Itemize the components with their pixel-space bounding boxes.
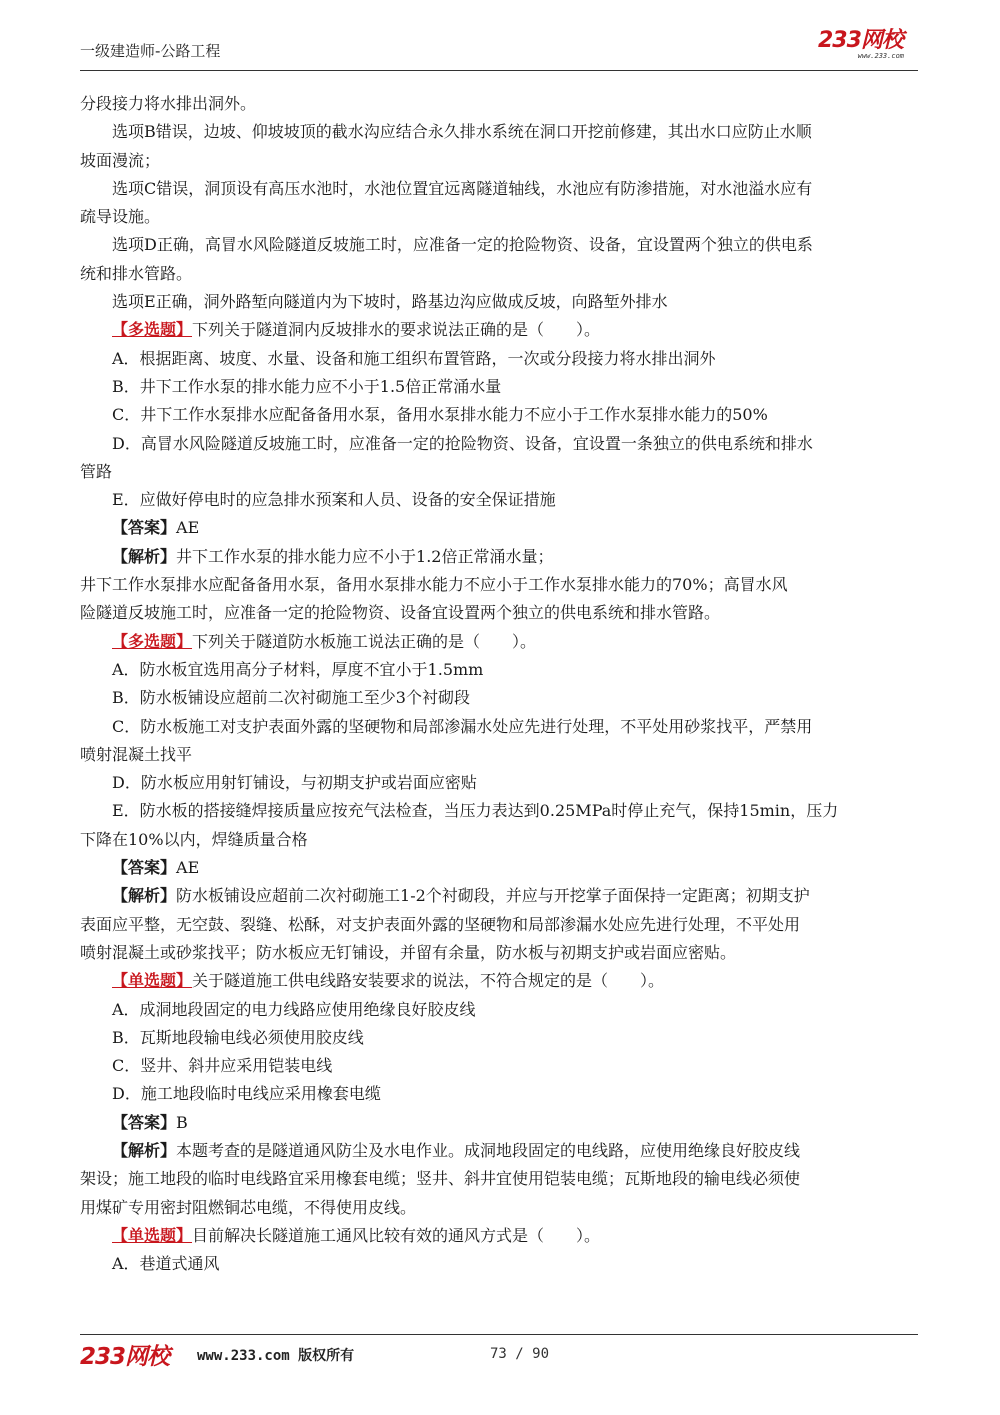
paragraph (80, 118, 925, 146)
paragraph (80, 797, 925, 825)
paragraph (80, 571, 925, 599)
paragraph-text: AE (176, 518, 200, 538)
paragraph-text: 疏导设施。 (80, 207, 161, 227)
paragraph-text: 关于隧道施工供电线路安装要求的说法，不符合规定的是（ ）。 (192, 971, 665, 991)
paragraph (80, 430, 925, 458)
paragraph-text: D．高冒水风险隧道反坡施工时，应准备一定的抢险物资、设备，宜设置一条独立的供电系统和排水 (112, 433, 813, 453)
paragraph-text: 选项C错误，洞顶设有高压水池时，水池位置宜远离隧道轴线，水池应有防渗措施，对水池溢水应有 (112, 178, 813, 198)
paragraph (80, 147, 925, 175)
paragraph-text: 选项D正确，高冒水风险隧道反坡施工时，应准备一定的抢险物资、设备，宜设置两个独立的供电系 (112, 235, 813, 255)
paragraph-text: 表面应平整，无空鼓、裂缝、松酥，对支护表面外露的坚硬物和局部渗漏水处应先进行处理，不平处用 (80, 914, 801, 934)
paragraph (80, 458, 925, 486)
paragraph (80, 1137, 925, 1165)
question-type-tag: 【多选题】 (112, 320, 193, 340)
paragraph-text: D．防水板应用射钉铺设，与初期支护或岩面应密贴 (112, 773, 477, 793)
section-label: 【解析】 (112, 546, 177, 566)
paragraph-text: B (176, 1112, 188, 1132)
paragraph (80, 684, 925, 712)
paragraph-text: 下降在10%以内，焊缝质量合格 (80, 829, 308, 849)
paragraph-text: C．井下工作水泵排水应配备备用水泵，备用水泵排水能力不应小于工作水泵排水能力的50% (112, 405, 768, 425)
paragraph-text: 分段接力将水排出洞外。 (80, 94, 257, 113)
logo-text: 233网校 (818, 28, 903, 53)
paragraph-text: 喷射混凝土或砂浆找平；防水板应无钉铺设，并留有余量，防水板与初期支护或岩面应密贴。 (80, 942, 737, 962)
paragraph-text: B．瓦斯地段输电线必须使用胶皮线 (112, 1027, 364, 1047)
footer-divider (80, 1334, 918, 1335)
paragraph-text: 目前解决长隧道施工通风比较有效的通风方式是（ ）。 (192, 1225, 601, 1245)
paragraph (80, 345, 925, 373)
paragraph-text: 井下工作水泵排水应配备备用水泵，备用水泵排水能力不应小于工作水泵排水能力的70%；高冒水风 (80, 575, 788, 595)
paragraph-text: B．防水板铺设应超前二次衬砌施工至少3个衬砌段 (112, 688, 470, 708)
paragraph (80, 203, 925, 231)
paragraph (80, 288, 925, 316)
paragraph (80, 1052, 925, 1080)
paragraph-text: C．防水板施工对支护表面外露的坚硬物和局部渗漏水处应先进行处理，不平处用砂浆找平，严禁用 (112, 716, 813, 736)
paragraph-text: A．巷道式通风 (112, 1254, 220, 1274)
paragraph (80, 1109, 925, 1137)
paragraph (80, 90, 925, 118)
paragraph (80, 260, 925, 288)
section-label: 【答案】 (112, 858, 177, 878)
page-number: 73 / 90 (490, 1346, 550, 1362)
section-label: 【答案】 (112, 1112, 177, 1132)
paragraph-text: A．防水板宜选用高分子材料，厚度不宜小于1.5mm (112, 659, 484, 679)
paragraph (80, 316, 925, 344)
paragraph (80, 1222, 925, 1250)
section-label: 【答案】 (112, 518, 177, 538)
header-divider (80, 70, 918, 71)
paragraph-text: 喷射混凝土找平 (80, 744, 193, 764)
paragraph (80, 628, 925, 656)
paragraph (80, 401, 925, 429)
question-type-tag: 【单选题】 (112, 971, 193, 991)
paragraph (80, 826, 925, 854)
paragraph-text: 本题考查的是隧道通风防尘及水电作业。成洞地段固定的电线路，应使用绝缘良好胶皮线 (176, 1140, 801, 1160)
header-title: 一级建造师-公路工程 (80, 42, 221, 60)
document-body (80, 90, 925, 1278)
footer-copyright: www.233.com 版权所有 (197, 1348, 355, 1364)
paragraph-text: 用煤矿专用密封阻燃铜芯电缆，不得使用皮线。 (80, 1197, 417, 1217)
paragraph-text: C．竖井、斜井应采用铠装电线 (112, 1056, 333, 1076)
paragraph (80, 1194, 925, 1222)
paragraph-text: 架设；施工地段的临时电线路宜采用橡套电缆；竖井、斜井宜使用铠装电缆；瓦斯地段的输电线必须使 (80, 1169, 801, 1189)
paragraph-text: 统和排水管路。 (80, 263, 193, 283)
paragraph-text: 管路 (80, 461, 113, 481)
brand-logo (818, 30, 918, 62)
paragraph (80, 1165, 925, 1193)
paragraph (80, 713, 925, 741)
paragraph-text: AE (176, 858, 200, 878)
paragraph-text: E．应做好停电时的应急排水预案和人员、设备的安全保证措施 (112, 490, 556, 510)
paragraph-text: D．施工地段临时电线应采用橡套电缆 (112, 1084, 381, 1104)
paragraph (80, 854, 925, 882)
paragraph-text: 下列关于隧道洞内反坡排水的要求说法正确的是（ ）。 (192, 320, 601, 340)
paragraph (80, 741, 925, 769)
paragraph-text: 井下工作水泵的排水能力应不小于1.2倍正常涌水量； (176, 546, 554, 566)
footer-logo: 233网校 (80, 1344, 170, 1370)
paragraph (80, 373, 925, 401)
paragraph-text: E．防水板的搭接缝焊接质量应按充气法检查，当压力表达到0.25MPa时停止充气，保持15min，压力 (112, 801, 839, 821)
paragraph (80, 1250, 925, 1278)
logo-url: www.233.com (857, 52, 904, 60)
paragraph-text: 坡面漫流； (80, 150, 161, 170)
paragraph (80, 514, 925, 542)
paragraph (80, 543, 925, 571)
paragraph-text: 险隧道反坡施工时，应准备一定的抢险物资、设备宜设置两个独立的供电系统和排水管路。 (80, 603, 721, 623)
paragraph-text: 选项B错误，边坡、仰坡坡顶的截水沟应结合永久排水系统在洞口开挖前修建，其出水口应防止水顺 (112, 122, 812, 142)
paragraph (80, 939, 925, 967)
question-type-tag: 【多选题】 (112, 631, 193, 651)
paragraph (80, 882, 925, 910)
paragraph (80, 656, 925, 684)
paragraph (80, 1024, 925, 1052)
paragraph (80, 967, 925, 995)
question-type-tag: 【单选题】 (112, 1225, 193, 1245)
paragraph-text: B．井下工作水泵的排水能力应不小于1.5倍正常涌水量 (112, 376, 502, 396)
paragraph (80, 769, 925, 797)
paragraph (80, 911, 925, 939)
paragraph (80, 231, 925, 259)
paragraph-text: A．成洞地段固定的电力线路应使用绝缘良好胶皮线 (112, 999, 476, 1019)
paragraph (80, 599, 925, 627)
paragraph-text: 下列关于隧道防水板施工说法正确的是（ ）。 (192, 631, 537, 651)
section-label: 【解析】 (112, 1140, 177, 1160)
paragraph (80, 486, 925, 514)
paragraph (80, 1080, 925, 1108)
paragraph-text: A．根据距离、坡度、水量、设备和施工组织布置管路，一次或分段接力将水排出洞外 (112, 348, 716, 368)
paragraph (80, 996, 925, 1024)
section-label: 【解析】 (112, 886, 177, 906)
paragraph (80, 175, 925, 203)
paragraph-text: 选项E正确，洞外路堑向隧道内为下坡时，路基边沟应做成反坡，向路堑外排水 (112, 292, 668, 312)
paragraph-text: 防水板铺设应超前二次衬砌施工1-2个衬砌段，并应与开挖掌子面保持一定距离；初期支护 (176, 886, 810, 906)
